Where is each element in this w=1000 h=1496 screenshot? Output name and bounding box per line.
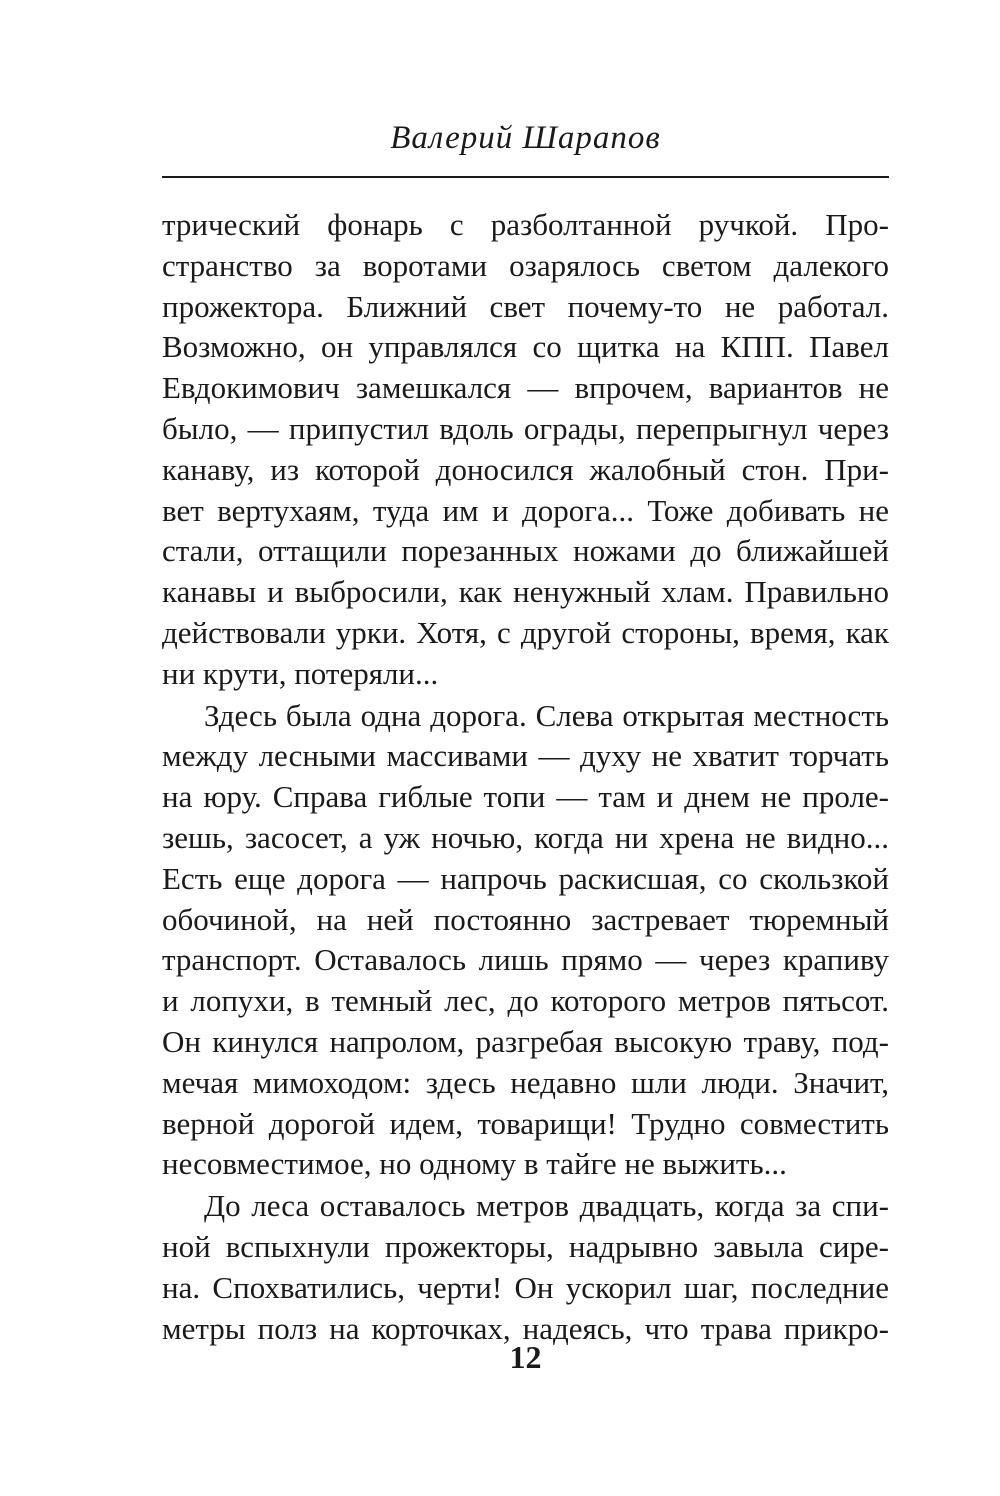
- text-line: на юру. Справа гиблые топи — там и днем не проле-: [162, 779, 889, 815]
- text-line: обочиной, на ней постоянно застревает тюремный: [162, 901, 889, 937]
- text-line: мечая мимоходом: здесь недавно шли люди. Значит,: [162, 1064, 889, 1100]
- running-head-author: Валерий Шарапов: [390, 120, 661, 156]
- text-line: верной дорогой идем, товарищи! Трудно совместить: [162, 1105, 889, 1141]
- text-line: зешь, засосет, а уж ночью, когда ни хрена не видно...: [162, 819, 889, 855]
- header-rule: [162, 176, 889, 178]
- text-line: ной вспыхнули прожекторы, надрывно завыла сире-: [162, 1228, 889, 1264]
- text-line: трический фонарь с разболтанной ручкой. Про-: [162, 207, 889, 242]
- text-line: Есть еще дорога — напрочь раскисшая, со скользкой: [162, 860, 889, 896]
- text-line: прожектора. Ближний свет почему-то не работал.: [162, 288, 889, 324]
- paragraph-2: [162, 696, 889, 1186]
- text-line: на. Спохватились, черти! Он ускорил шаг, последние: [162, 1269, 889, 1305]
- paragraph-3: [162, 1186, 889, 1349]
- body-text: [162, 205, 889, 1350]
- text-line: и лопухи, в темный лес, до которого метров пятьсот.: [162, 983, 889, 1019]
- text-line: несовместимое, но одному в тайге не выжить...: [162, 1146, 787, 1182]
- text-line: канавы и выбросили, как ненужный хлам. Правильно: [162, 574, 889, 610]
- text-line: вет вертухаям, туда им и дорога... Тоже добивать не: [162, 492, 889, 528]
- text-line: действовали урки. Хотя, с другой стороны, время, как: [162, 614, 889, 650]
- text-line: Возможно, он управлялся со щитка на КПП. Павел: [162, 329, 889, 365]
- text-line: канаву, из которой доносился жалобный стон. При-: [162, 451, 889, 487]
- text-line: транспорт. Оставалось лишь прямо — через крапиву: [162, 942, 889, 978]
- text-line: Здесь была одна дорога. Слева открытая местность: [204, 697, 889, 733]
- paragraph-1: [162, 205, 889, 695]
- text-line: ни крути, потеряли...: [162, 655, 439, 691]
- text-line: было, — припустил вдоль ограды, перепрыгнул через: [162, 410, 889, 446]
- text-line: между лесными массивами — духу не хватит торчать: [162, 738, 889, 774]
- text-line: странство за воротами озарялось светом далекого: [162, 247, 889, 283]
- text-line: Он кинулся напролом, разгребая высокую траву, под-: [162, 1023, 889, 1059]
- text-line: Евдокимович замешкался — впрочем, вариантов не: [162, 370, 889, 406]
- text-line: метры полз на корточках, надеясь, что трава прикро-: [162, 1310, 889, 1346]
- text-line: стали, оттащили порезанных ножами до ближайшей: [162, 533, 889, 569]
- page-number: 12: [509, 1339, 542, 1375]
- text-line: До леса оставалось метров двадцать, когда за спи-: [204, 1188, 889, 1224]
